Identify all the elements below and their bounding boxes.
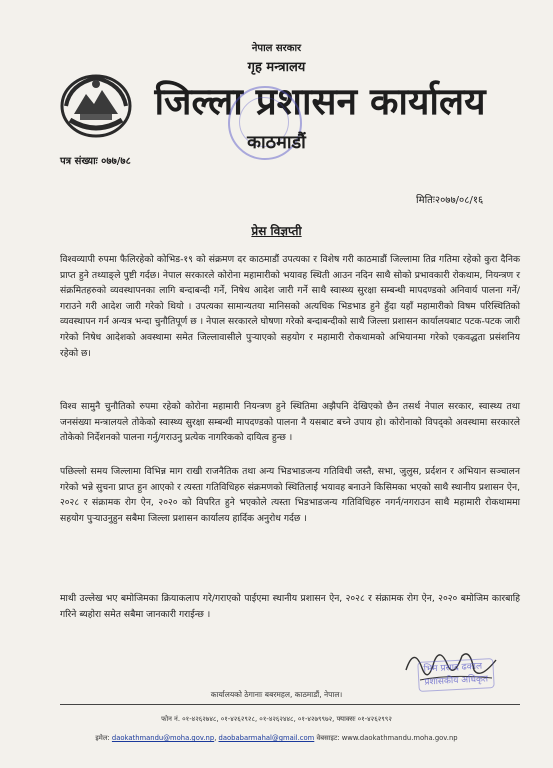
- footer-phones: फोन नं. ०१-४२६२७४८, ०१-४२६२९२८, ०१-४२६२४४८, ०१-४२७९९७२, फ्याक्सः ०१-४२६२९९२: [161, 715, 392, 723]
- paragraph-3: पछिल्लो समय जिल्लामा विभिन्न माग राखी राजनैतिक तथा अन्य भिडभाडजन्य गतिविधी जस्तै, सभा, जुलुस, प्रर्दशन र अभियान सञ्चालन गरेको भन्ने सुचना प्राप्त हुन आएको र त्यस्ता गतिविधिहरु संक्रमणको स्थितिलाई भयावह बनाउने किसिमका भएको साथै स्थानीय प्रशासन ऐन, २०२८ र संक्रामक रोग ऐन, २०२० को विपरित हुने भएकोले त्यस्ता भिडभाडजन्य गतिविधिहरु नगर्न/नगराउन साथै महामारी रोकथाममा सहयोग पुऱ्याउनुहुन सबैमा जिल्ला प्रशासन कार्यालय हार्दिक अनुरोध गर्दछ ।: [60, 466, 520, 524]
- document-title: प्रेस विज्ञप्ती: [251, 224, 302, 238]
- officer-stamp: [417, 658, 494, 692]
- footer-contacts: इमेल: daokathmandu@moha.gov.np, daobabarmahal@gmail.com वेबसाइट: www.daokathmandu.moha.gov.np: [95, 734, 458, 742]
- website-label: वेबसाइट:: [316, 734, 340, 742]
- paragraph-4: माथी उल्लेख भए बमोजिमका क्रियाकलाप गरे/गराएको पाईएमा स्थानीय प्रशासन ऐन, २०२८ र संक्रामक रोग ऐन, २०२० बमोजिम कारबाहि गरिने ब्यहोरा समेत सबैमा जानकारी गराईन्छ ।: [60, 593, 520, 620]
- paragraph-1: विश्वव्यापी रुपमा फैलिरहेको कोभिड-१९ को संक्रमण दर काठमाडौं उपत्यका र विशेष गरी काठमाडौं जिल्लामा तिव्र गतिमा रहेको कुरा दैनिक प्राप्त हुने तथ्याङ्ले पुष्टी गर्दछ। नेपाल सरकारले कोरोना महामारीको भयावह स्थिती आउन नदिन साथै सोको प्रभावकारी रोकथाम, नियन्त्रण र संक्रमितहरुको व्यवस्थापनका लागि बन्दाबन्दी गर्ने, निषेध आदेश जारी गर्ने साथै स्वास्थ्य सुरक्षा सम्बन्धी मापदण्डको अनिवार्य पालना गर्ने/गराउने गरी आदेश जारी गरेको थियो । उपत्यका सामान्यतया मानिसको अत्यधिक भिडभाड हुने हुँदा यहाँ महामारीको विषम परिस्थितिको व्यवस्थापन गर्न अन्यत्र भन्दा चुनौतिपूर्ण छ । नेपाल सरकारले घोषणा गरेको बन्दाबन्दीको साथै जिल्ला प्रशासन कार्यालयबाट पटक-पटक जारी गरेको निषेध आदेशको अवस्थामा समेत जिल्लावासीले पुऱ्याएको सहयोग र महामारी रोकथामको अभियानमा गरेको एकवद्धता प्रसंशनिय रहेको छ।: [60, 254, 520, 359]
- nepal-emblem-icon: [60, 70, 132, 138]
- government-label: नेपाल सरकार: [251, 43, 302, 54]
- footer-divider: [60, 704, 520, 705]
- website-link[interactable]: www.daokathmandu.moha.gov.np: [341, 734, 458, 742]
- reference-number: पत्र संख्याः ०७७/७८: [60, 156, 131, 167]
- ministry-label: गृह मन्त्रालय: [247, 60, 306, 75]
- office-name: जिल्ला प्रशासन कार्यालय: [154, 79, 486, 123]
- officer-stamp-name: भिम प्रसाद ढकाल: [423, 661, 483, 675]
- footer-address: कार्यालयको ठेगानाः बबरमहल, काठमाडौं, नेपाल।: [210, 690, 343, 699]
- email-link-secondary[interactable]: daobabarmahal@gmail.com: [218, 734, 315, 742]
- paragraph-2: विश्व सामुनै चुनौतिको रुपमा रहेको कोरोना महामारी नियन्त्रण हुने स्थितिमा अझैपनि देखिएको छैन तसर्थ नेपाल सरकार, स्वास्थ्य तथा जनसंख्या मन्त्रालयले तोकेको स्वास्थ्य सुरक्षा सम्बन्धी मापदण्डको पालना नै यसबाट बच्ने उपाय हो। कोरोनाको विपद्को अवस्थामा सरकारले तोकेको निर्देशनको पालना गर्नु/गराउनु प्रत्येक नागरिकको दायित्व हुन्छ ।: [60, 401, 520, 444]
- city-name: काठमाडौं: [247, 132, 306, 153]
- email-label: इमेल:: [95, 734, 110, 742]
- officer-stamp-title: प्रशासकीय अधिकृत: [424, 674, 489, 688]
- email-link-primary[interactable]: daokathmandu@moha.gov.np: [111, 734, 215, 742]
- issue-date: मितिः२०७७/०८/१६: [416, 195, 484, 206]
